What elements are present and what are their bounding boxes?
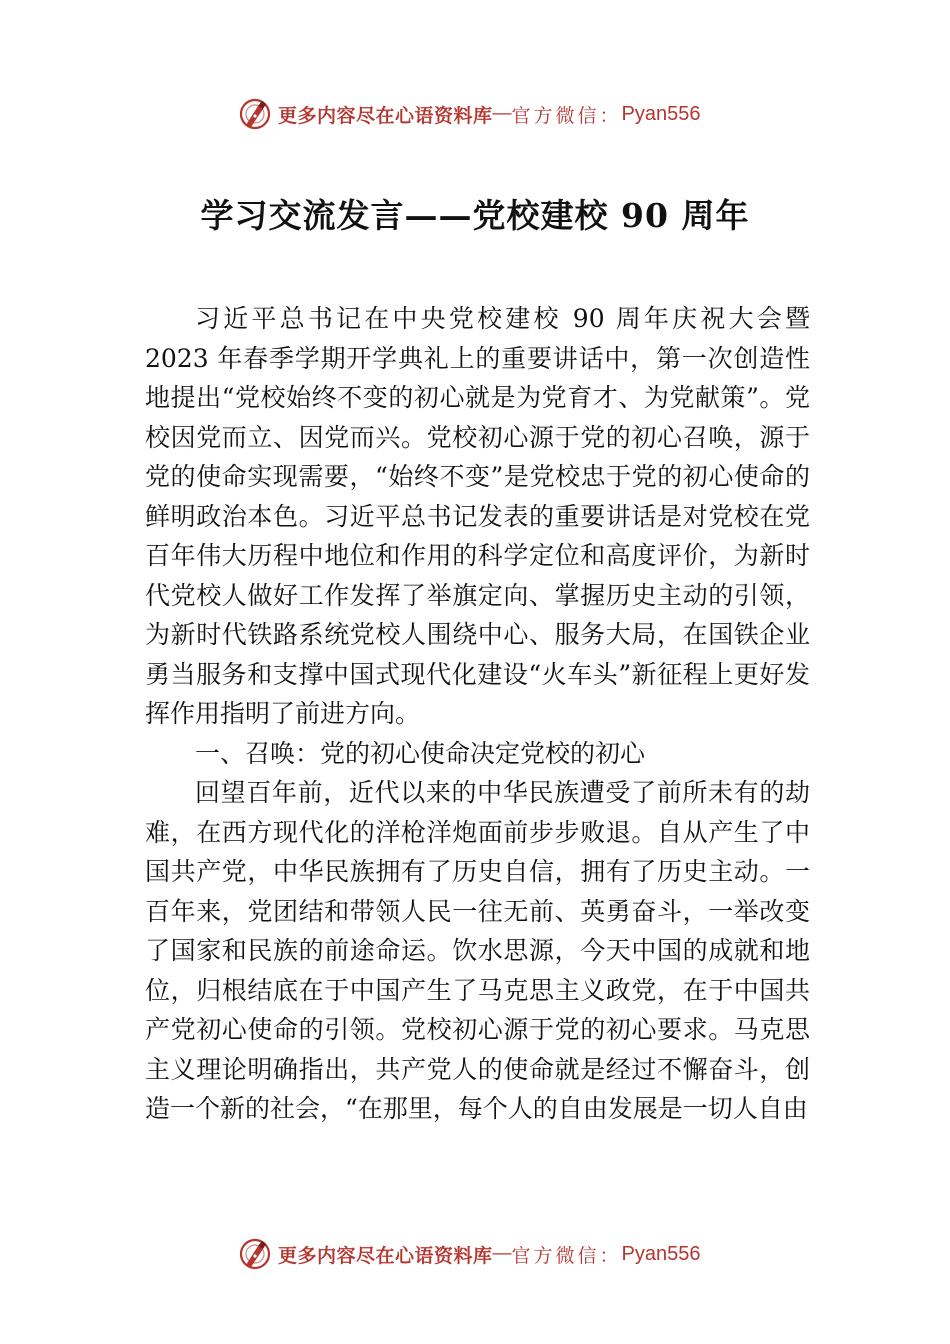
header-banner[interactable] <box>238 96 701 132</box>
banner-separator: — <box>492 103 512 124</box>
banner-wechat-label: 官方微信： <box>511 104 622 127</box>
footer-banner[interactable] <box>238 1236 701 1272</box>
banner-wechat-id: Pyan556 <box>621 102 701 125</box>
document-body <box>145 299 810 1129</box>
section-heading-1: 一、召唤：党的初心使命决定党校的初心 <box>195 738 646 768</box>
banner-text: 更多内容尽在心语资料库 <box>278 104 493 127</box>
pen-nib-logo-icon <box>238 1237 272 1271</box>
document-title: 学习交流发言——党校建校 90 周年 <box>200 196 750 235</box>
paragraph-intro: 习近平总书记在中央党校建校 90 周年庆祝大会暨 2023 年春季学期开学典礼上的重要讲话中，第一次创造性地提出“党校始终不变的初心就是为党育才、为党献策”。党校因党而立、因党而兴。党校初心源于党的初心召唤，源于党的使命实现需要，“始终不变”是党校忠于党的初心使命的鲜明政治本色。习近平总书记发表的重要讲话是对党校在党百年伟大历程中地位和作用的科学定位和高度评价，为新时代党校人做好工作发挥了举旗定向、掌握历史主动的引领，为新时代铁路系统党校人围绕中心、服务大局，在国铁企业勇当服务和支撑中国式现代化建设“火车头”新征程上更好发挥作用指明了前进方向。 <box>145 304 810 728</box>
banner-separator: — <box>492 1243 512 1264</box>
paragraph-section-1: 回望百年前，近代以来的中华民族遭受了前所未有的劫难，在西方现代化的洋枪洋炮面前步步败退。自从产生了中国共产党，中华民族拥有了历史自信，拥有了历史主动。一百年来，党团结和带领人民一往无前、英勇奋斗，一举改变了国家和民族的前途命运。饮水思源，今天中国的成就和地位，归根结底在于中国产生了马克思主义政党，在于中国共产党初心使命的引领。党校初心源于党的初心要求。马克思主义理论明确指出，共产党人的使命就是经过不懈奋斗，创造一个新的社会，“在那里，每个人的自由发展是一切人自由 <box>145 778 810 1123</box>
banner-wechat-id: Pyan556 <box>621 1242 701 1265</box>
banner-text: 更多内容尽在心语资料库 <box>278 1244 493 1267</box>
banner-wechat-label: 官方微信： <box>511 1244 622 1267</box>
pen-nib-logo-icon <box>238 97 272 131</box>
